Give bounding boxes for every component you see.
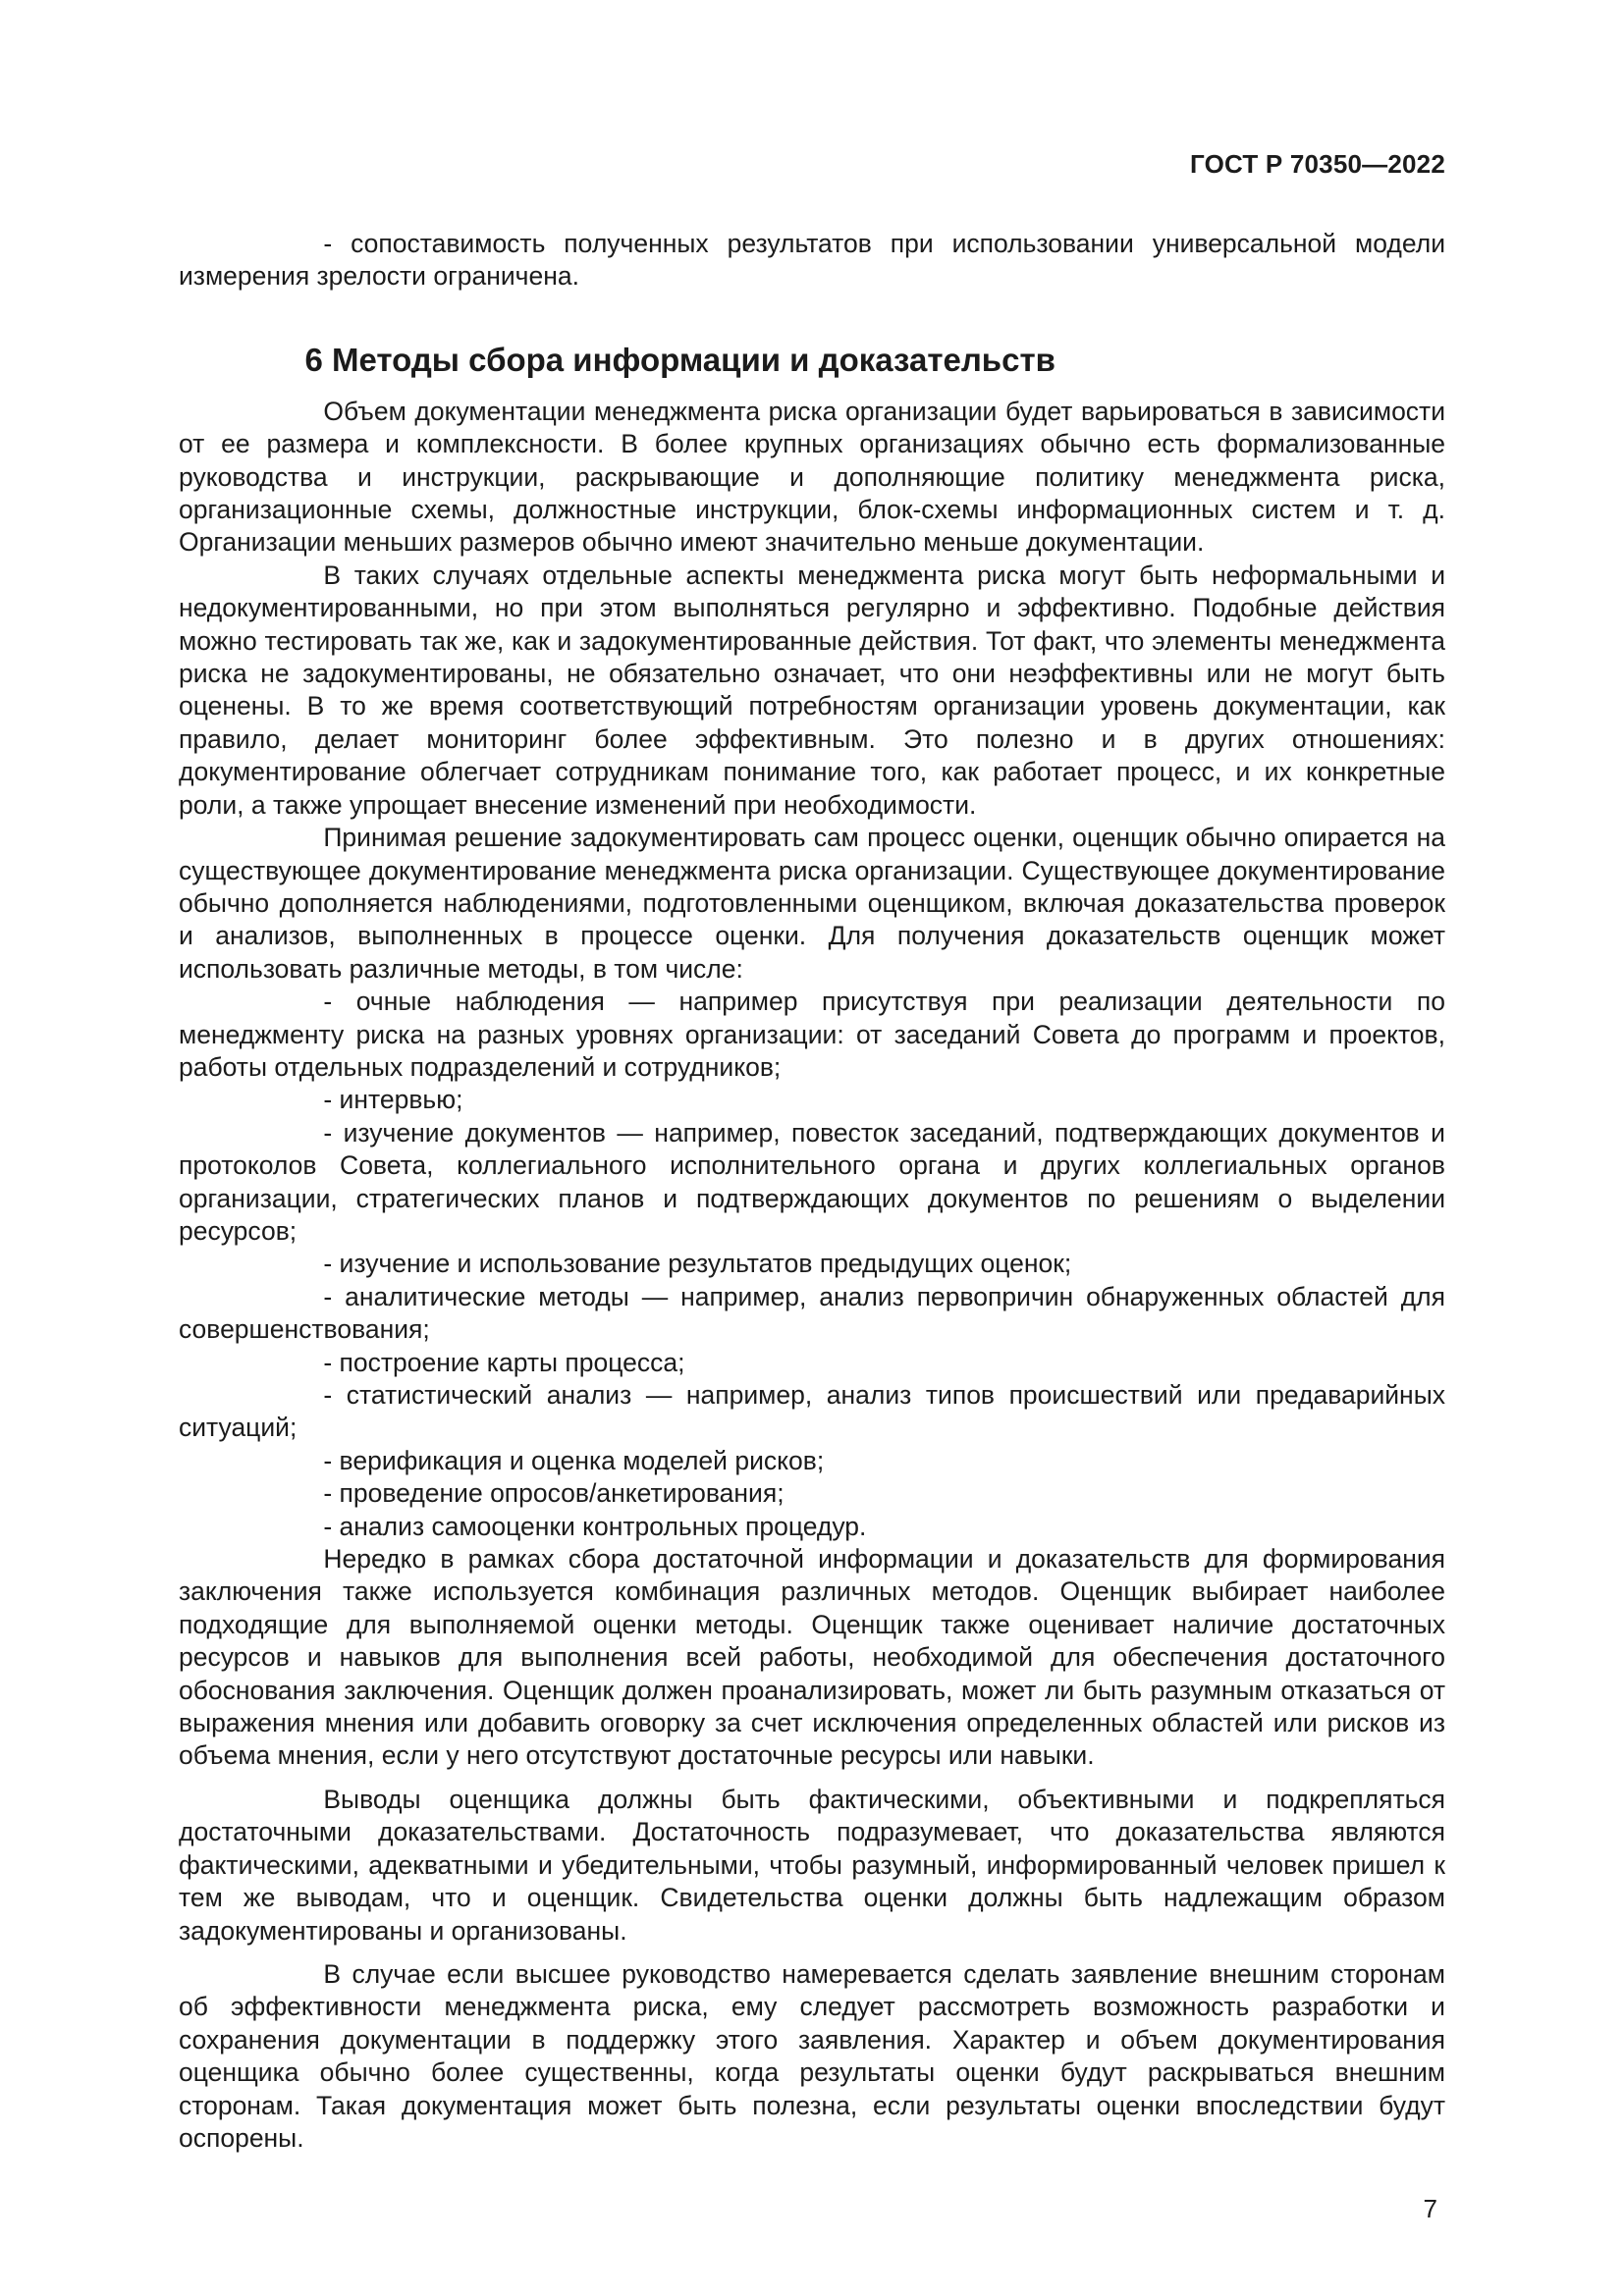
intro-list-item: - сопоставимость полученных результатов при использовании универсальной модели измерения зрелости ограничена. — [179, 229, 1445, 292]
page-body — [179, 228, 1445, 2155]
list-item: - очные наблюдения — например присутствуя при реализации деятельности по менеджменту риска на разных уровнях организации: от заседаний Совета до программ и проектов, работы отдельных подразделений и сотрудников; — [179, 987, 1445, 1082]
paragraph: Выводы оценщика должны быть фактическими, объективными и подкрепляться достаточными доказательствами. Достаточность подразумевает, что доказательства являются фактическими, адекватными и убедительными, чтобы разумный, информированный человек пришел к тем же выводам, что и оценщик. Свидетельства оценки должны быть надлежащим образом задокументированы и организованы. — [179, 1784, 1445, 1946]
document-header-standard-id: ГОСТ Р 70350—2022 — [1190, 149, 1445, 179]
section-title: 6 Методы сбора информации и доказательств — [304, 341, 1056, 378]
paragraph: Принимая решение задокументировать сам процесс оценки, оценщик обычно опирается на существующее документирование менеджмента риска организации. Существующее документирование обычно дополняется наблюдениями, подготовленными оценщиком, включая доказательства проверок и анализов, выполненных в процессе оценки. Для получения доказательств оценщик может использовать различные методы, в том числе: — [179, 823, 1445, 984]
paragraph: Нередко в рамках сбора достаточной информации и доказательств для формирования заключения также используется комбинация различных методов. Оценщик выбирает наиболее подходящие для выполняемой оценки методы. Оценщик также оценивает наличие достаточных ресурсов и навыков для выполнения всей работы, необходимой для обеспечения достаточного обоснования заключения. Оценщик должен проанализировать, может ли быть разумным отказаться от выражения мнения или добавить оговорку за счет исключения определенных областей или рисков из объема мнения, если у него отсутствуют достаточные ресурсы или навыки. — [179, 1544, 1445, 1771]
list-item: - статистический анализ — например, анализ типов происшествий или предаварийных ситуаций; — [179, 1380, 1445, 1443]
list-item: - изучение и использование результатов предыдущих оценок; — [323, 1249, 1072, 1279]
paragraph: В случае если высшее руководство намеревается сделать заявление внешним сторонам об эффективности менеджмента риска, ему следует рассмотреть возможность разработки и сохранения документации в поддержку этого заявления. Характер и объем документирования оценщика обычно более существенны, когда результаты оценки будут раскрываться внешним сторонам. Такая документация может быть полезна, если результаты оценки впоследствии будут оспорены. — [179, 1958, 1445, 2153]
page-number: 7 — [1423, 2194, 1437, 2223]
list-item: - верификация и оценка моделей рисков; — [323, 1445, 825, 1475]
list-item: - проведение опросов/анкетирования; — [323, 1478, 785, 1509]
paragraph: В таких случаях отдельные аспекты менеджмента риска могут быть неформальными и недокументированными, но при этом выполняться регулярно и эффективно. Подобные действия можно тестировать так же, как и задокументированные действия. Тот факт, что элементы менеджмента риска не задокументированы, не обязательно означает, что они неэффективны или не могут быть оценены. В то же время соответствующий потребностям организации уровень документации, как правило, делает мониторинг более эффективным. Это полезно и в других отношениях: документирование облегчает сотрудникам понимание того, как работает процесс, и их конкретные роли, а также упрощает внесение изменений при необходимости. — [179, 560, 1445, 820]
list-item: - изучение документов — например, повесток заседаний, подтверждающих документов и протоколов Совета, коллегиального исполнительного органа и других коллегиальных органов организации, стратегических планов и подтверждающих документов по решениям о выделении ресурсов; — [179, 1117, 1445, 1246]
list-item: - анализ самооценки контрольных процедур. — [323, 1511, 867, 1541]
paragraph: Объем документации менеджмента риска организации будет варьироваться в зависимости от ее размера и комплексности. В более крупных организациях обычно есть формализованные руководства и инструкции, раскрывающие и дополняющие политику менеджмента риска, организационные схемы, должностные инструкции, блок-схемы информационных систем и т. д. Организации меньших размеров обычно имеют значительно меньше документации. — [179, 396, 1445, 558]
list-item: - интервью; — [323, 1085, 463, 1115]
list-item: - аналитические методы — например, анализ первопричин обнаруженных областей для совершенствования; — [179, 1281, 1445, 1345]
list-item: - построение карты процесса; — [323, 1347, 685, 1377]
